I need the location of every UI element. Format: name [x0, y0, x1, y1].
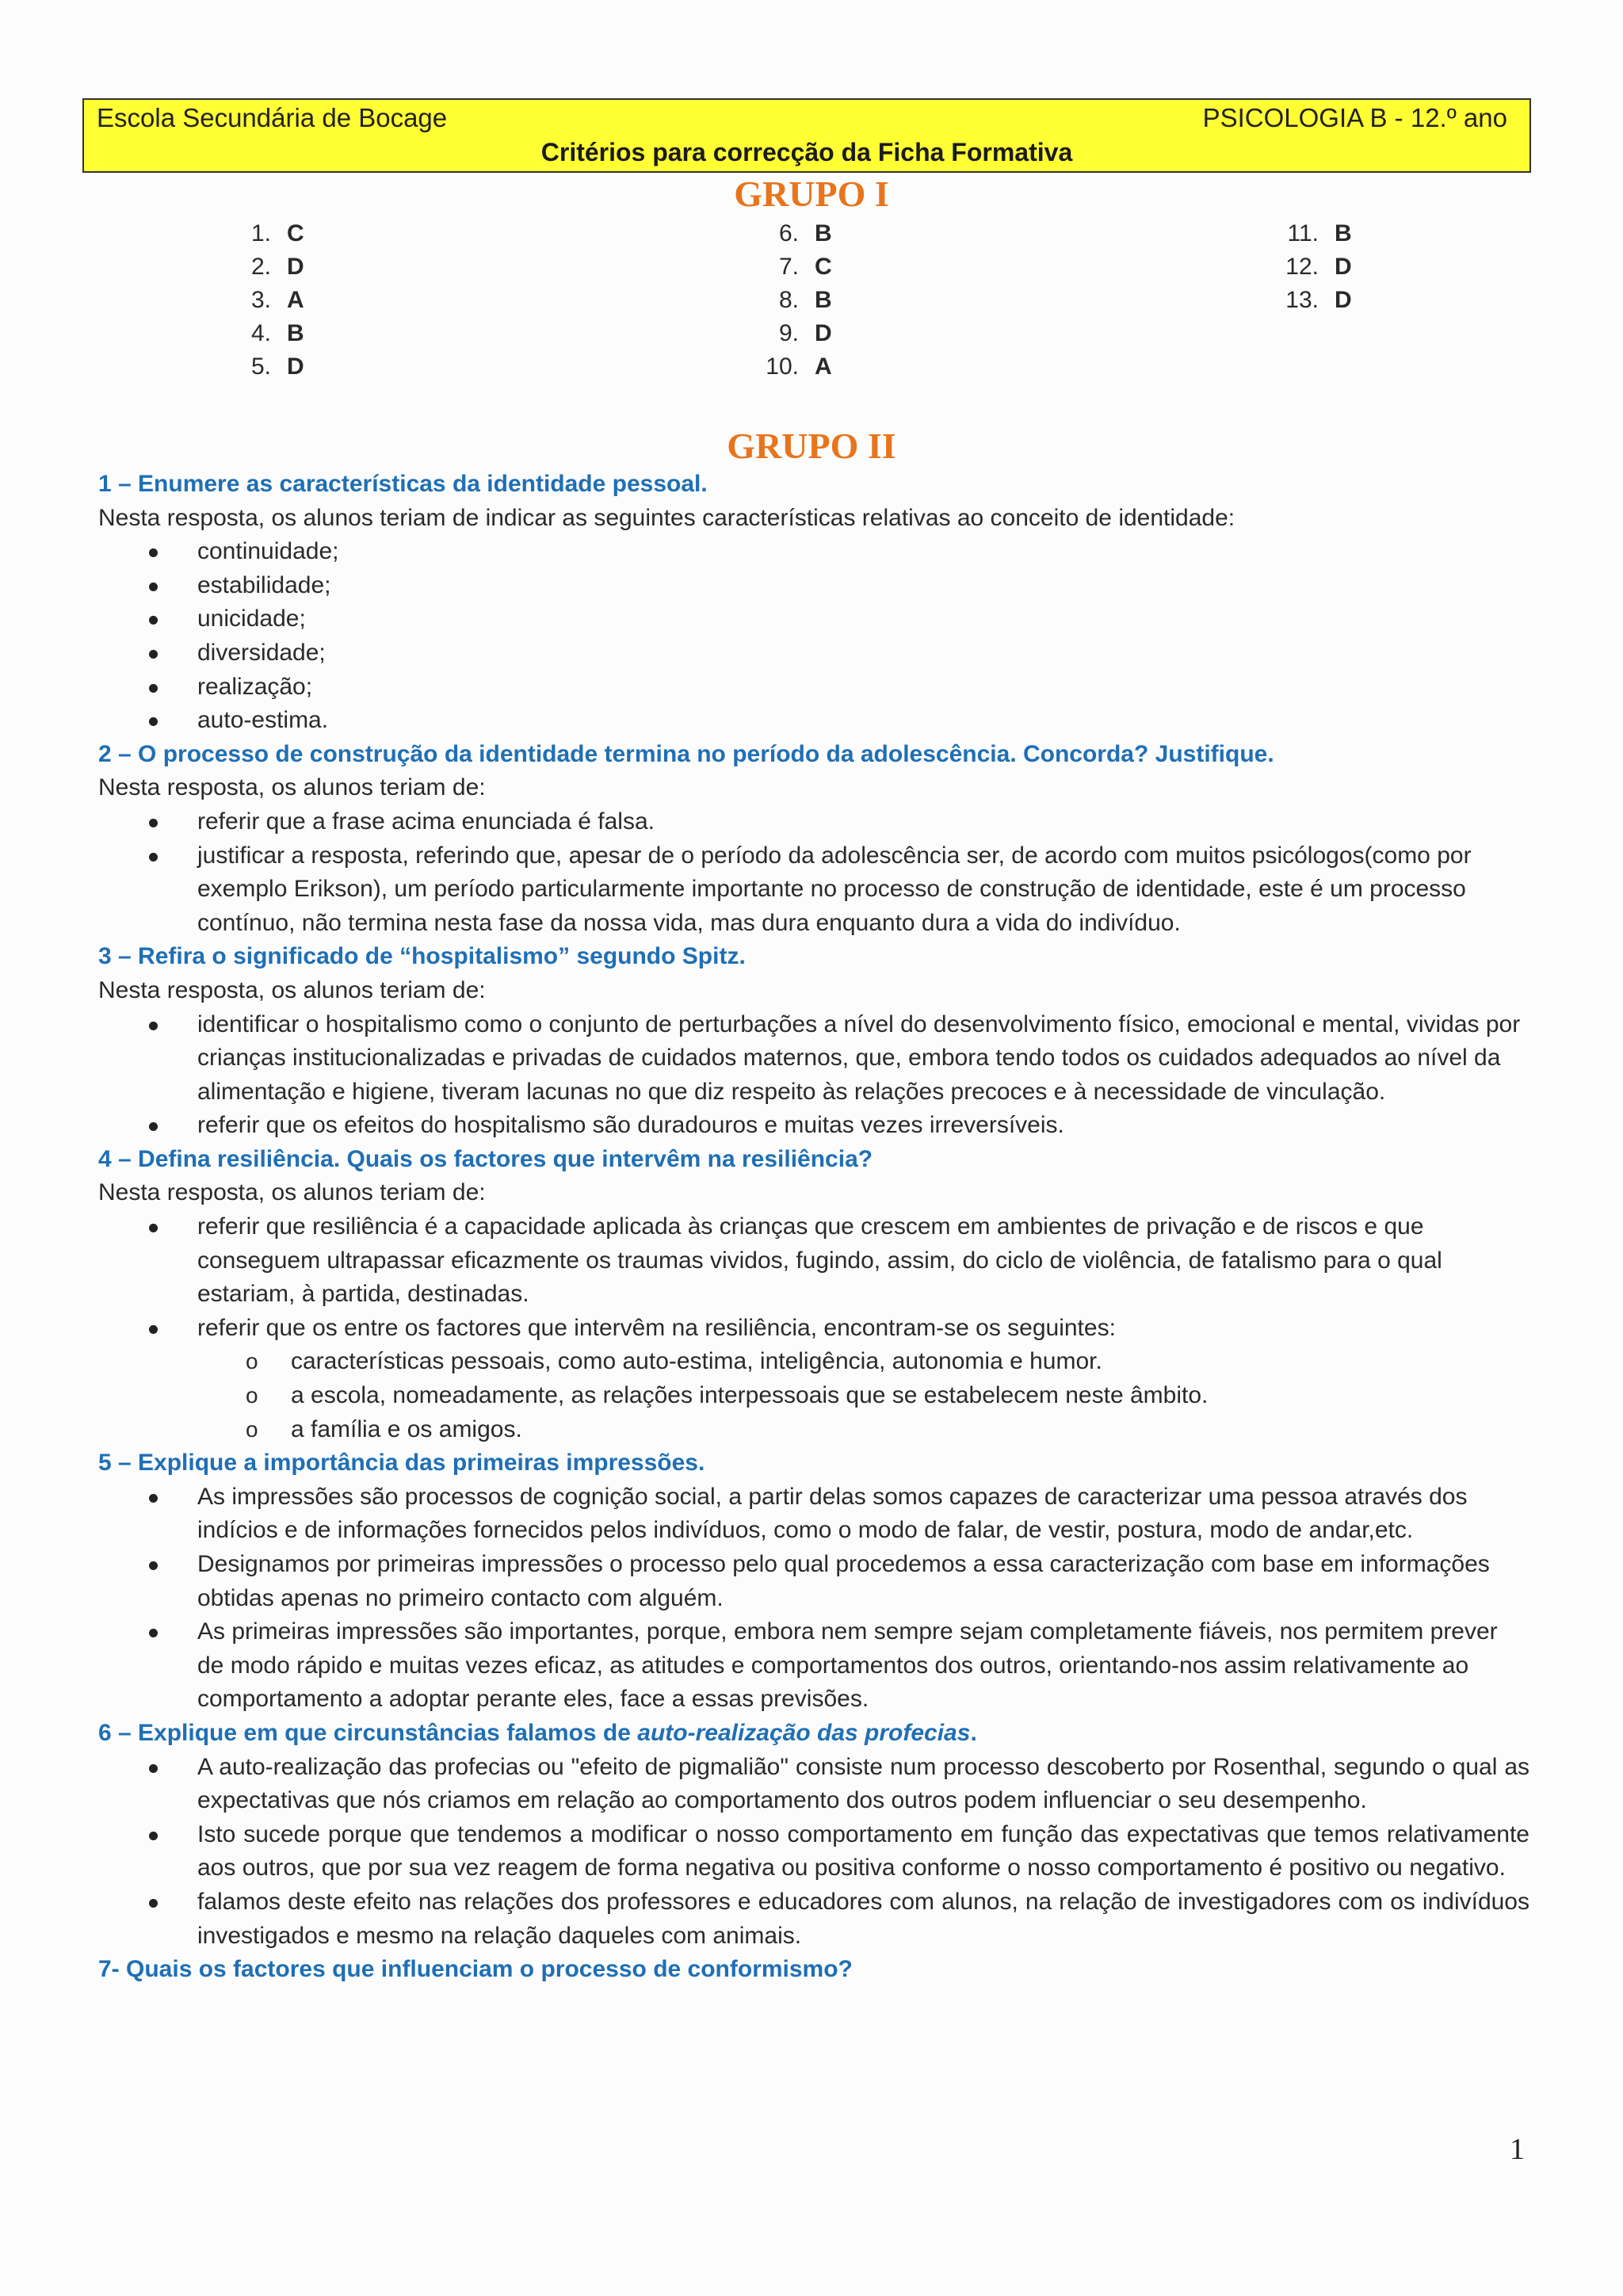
answer-intro: Nesta resposta, os alunos teriam de indicar as seguintes características relativas ao conceito de identidade: [98, 504, 1235, 531]
list-item: referir que a frase acima enunciada é falsa. [98, 805, 1529, 839]
list-item: continuidade; [98, 535, 1529, 569]
list-item: Isto sucede porque que tendemos a modificar o nosso comportamento em função das expectativas que temos relativamente aos outros, que por sua vez reagem de forma negativa ou positiva conforme o nosso comportamento é positivo ou negativo. [98, 1818, 1529, 1885]
page-number: 1 [1510, 2133, 1525, 2166]
answers-column-1 [222, 217, 304, 384]
list-item: referir que os entre os factores que intervêm na resiliência, encontram-se os seguintes: [98, 1312, 1529, 1346]
question-2: 2 – O processo de construção da identidade termina no período da adolescência. Concorda? Justifique. [98, 740, 1274, 767]
list-item: As primeiras impressões são importantes, porque, embora nem sempre sejam completamente fiáveis, nos permitem prever de modo rápido e muitas vezes eficaz, as atitudes e comportamentos dos outros, orientando-nos assim relativamente ao comportamento a adoptar perante eles, face a essas previsões. [98, 1615, 1529, 1717]
list-item: As impressões são processos de cognição social, a partir delas somos capazes de caracterizar uma pessoa através dos indícios e de informações fornecidos pelos indivíduos, como o modo de falar, de vestir, postura, modo de andar,etc. [98, 1480, 1529, 1548]
list-item: auto-estima. [98, 704, 1529, 738]
answer-intro: Nesta resposta, os alunos teriam de: [98, 1179, 486, 1206]
list-item: falamos deste efeito nas relações dos professores e educadores com alunos, na relação de investigadores com os indivíduos investigados e mesmo na relação daqueles com animais. [98, 1885, 1529, 1953]
document-title: Critérios para correcção da Ficha Formativa [540, 138, 1073, 166]
list-item: A auto-realização das profecias ou "efeito de pigmalião" consiste num processo descoberto por Rosenthal, segundo o qual as expectativas que nós criamos em relação ao comportamento dos outros podem influenciar o seu desempenho. [98, 1751, 1529, 1818]
answer-row: 1. C [250, 220, 304, 246]
answer-intro: Nesta resposta, os alunos teriam de: [98, 774, 486, 801]
sub-list-item: o características pessoais, como auto-estima, inteligência, autonomia e humor. [98, 1345, 1529, 1379]
answer-row: 2. D [250, 254, 304, 280]
question-6-emphasis: auto-realização das profecias [637, 1719, 971, 1746]
grupo-1-title: GRUPO I [734, 174, 889, 214]
grupo-2-title: GRUPO II [727, 426, 896, 466]
answer-row: 4. B [250, 320, 304, 346]
list-item: referir que os efeitos do hospitalismo são duradouros e muitas vezes irreversíveis. [98, 1109, 1529, 1143]
answer-intro: Nesta resposta, os alunos teriam de: [98, 976, 486, 1003]
answer-row: 6. B [778, 220, 832, 246]
list-item: Designamos por primeiras impressões o processo pelo qual procedemos a essa caracterização com base em informações obtidas apenas no primeiro contacto com alguém. [98, 1548, 1529, 1615]
list-item: identificar o hospitalismo como o conjunto de perturbações a nível do desenvolvimento físico, emocional e mental, vividas por crianças institucionalizadas e privadas de cuidados maternos, que, embora tendo todos os cuidados adequados ao nível da alimentação e higiene, tiveram lacunas no que diz respeito às relações precoces e à necessidade de vinculação. [98, 1008, 1529, 1110]
answer-row: 7. C [778, 254, 832, 280]
bullet-list [98, 1210, 1529, 1345]
sub-list-item: o a escola, nomeadamente, as relações interpessoais que se estabelecem neste âmbito. [98, 1379, 1529, 1413]
answer-row: 12. D [1285, 254, 1352, 280]
list-item: estabilidade; [98, 569, 1529, 603]
question-1: 1 – Enumere as características da identidade pessoal. [98, 471, 708, 497]
answers-column-2 [750, 217, 832, 384]
subject-label: PSICOLOGIA B - 12.º ano [1202, 103, 1507, 132]
list-item: justificar a resposta, referindo que, apesar de o período da adolescência ser, de acordo com muitos psicólogos(como por exemplo Erikson), um período particularmente importante no processo de construção de identidade, este é um processo contínuo, não termina nesta fase da nossa vida, mas dura enquanto dura a vida do indivíduo. [98, 839, 1529, 941]
answer-row: 9. D [778, 320, 832, 346]
bullet-list [98, 1751, 1529, 1954]
question-5: 5 – Explique a importância das primeiras impressões. [98, 1450, 705, 1477]
answer-row: 8. B [778, 287, 832, 313]
grupo-2-content [98, 468, 1529, 1987]
answer-row: 10. A [766, 353, 832, 380]
bullet-list [98, 1008, 1529, 1143]
header-box [82, 98, 1531, 173]
question-6: 6 – Explique em que circunstâncias falamos de auto-realização das profecias. [98, 1719, 977, 1746]
question-7: 7- Quais os factores que influenciam o processo de conformismo? [98, 1956, 853, 1983]
bullet-list [98, 535, 1529, 738]
sub-list [98, 1345, 1529, 1446]
answer-row: 13. D [1285, 287, 1352, 313]
answer-row: 5. D [250, 353, 304, 380]
list-item: unicidade; [98, 602, 1529, 636]
school-name: Escola Secundária de Bocage [97, 103, 448, 132]
list-item: referir que resiliência é a capacidade aplicada às crianças que crescem em ambientes de privação e de riscos e que conseguem ultrapassar eficazmente os traumas vividos, fugindo, assim, do ciclo de violência, de fatalismo para o qual estariam, à partida, destinadas. [98, 1210, 1529, 1312]
answers-column-3 [1270, 217, 1352, 317]
sub-list-item: o a família e os amigos. [98, 1413, 1529, 1447]
bullet-list [98, 805, 1529, 940]
question-4: 4 – Defina resiliência. Quais os factores que intervêm na resiliência? [98, 1145, 873, 1172]
list-item: realização; [98, 670, 1529, 705]
answer-row: 3. A [250, 287, 304, 313]
answer-row: 11. B [1287, 220, 1352, 246]
bullet-list [98, 1480, 1529, 1717]
list-item: diversidade; [98, 636, 1529, 670]
question-3: 3 – Refira o significado de “hospitalismo” segundo Spitz. [98, 943, 746, 970]
